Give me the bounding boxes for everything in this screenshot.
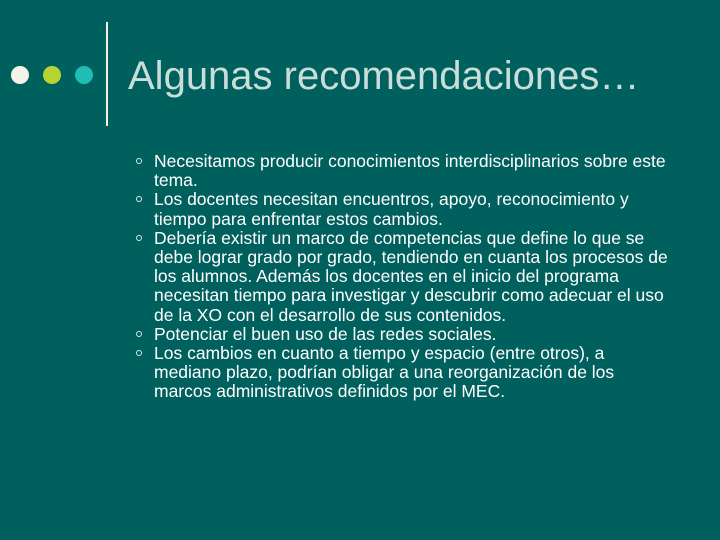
green-dot-icon	[43, 66, 61, 84]
bullet-text: Potenciar el buen uso de las redes sociales.	[154, 323, 497, 344]
teal-dot-icon	[75, 66, 93, 84]
circle-bullet-icon	[136, 158, 142, 164]
bullet-item	[132, 344, 672, 402]
bullet-item	[132, 229, 672, 325]
circle-bullet-icon	[136, 235, 142, 241]
bullet-text: Necesitamos producir conocimientos interdisciplinarios sobre este tema.	[154, 151, 666, 191]
cream-dot-icon	[11, 66, 29, 84]
bullet-text: Los docentes necesitan encuentros, apoyo, reconocimiento y tiempo para enfrentar estos cambios.	[154, 189, 629, 229]
bullet-text: Debería existir un marco de competencias que define lo que se debe lograr grado por grado, tendiendo en cuanta los procesos de los alumnos. Además los docentes en el inicio del programa necesitan tiempo para investigar y descubrir como adecuar el uso de la XO con el desarrollo de sus contenidos.	[154, 227, 668, 325]
bullet-item	[132, 190, 672, 228]
title-dots	[11, 66, 93, 84]
slide-title: Algunas recomendaciones…	[128, 54, 640, 98]
circle-bullet-icon	[136, 350, 142, 356]
circle-bullet-icon	[136, 196, 142, 202]
circle-bullet-icon	[136, 331, 142, 337]
bullet-item	[132, 152, 672, 190]
title-divider	[106, 22, 108, 126]
bullet-list	[132, 152, 672, 402]
bullet-item	[132, 325, 672, 344]
bullet-text: Los cambios en cuanto a tiempo y espacio (entre otros), a mediano plazo, podrían obligar a una reorganización de los marcos administrativos definidos por el MEC.	[154, 343, 615, 402]
